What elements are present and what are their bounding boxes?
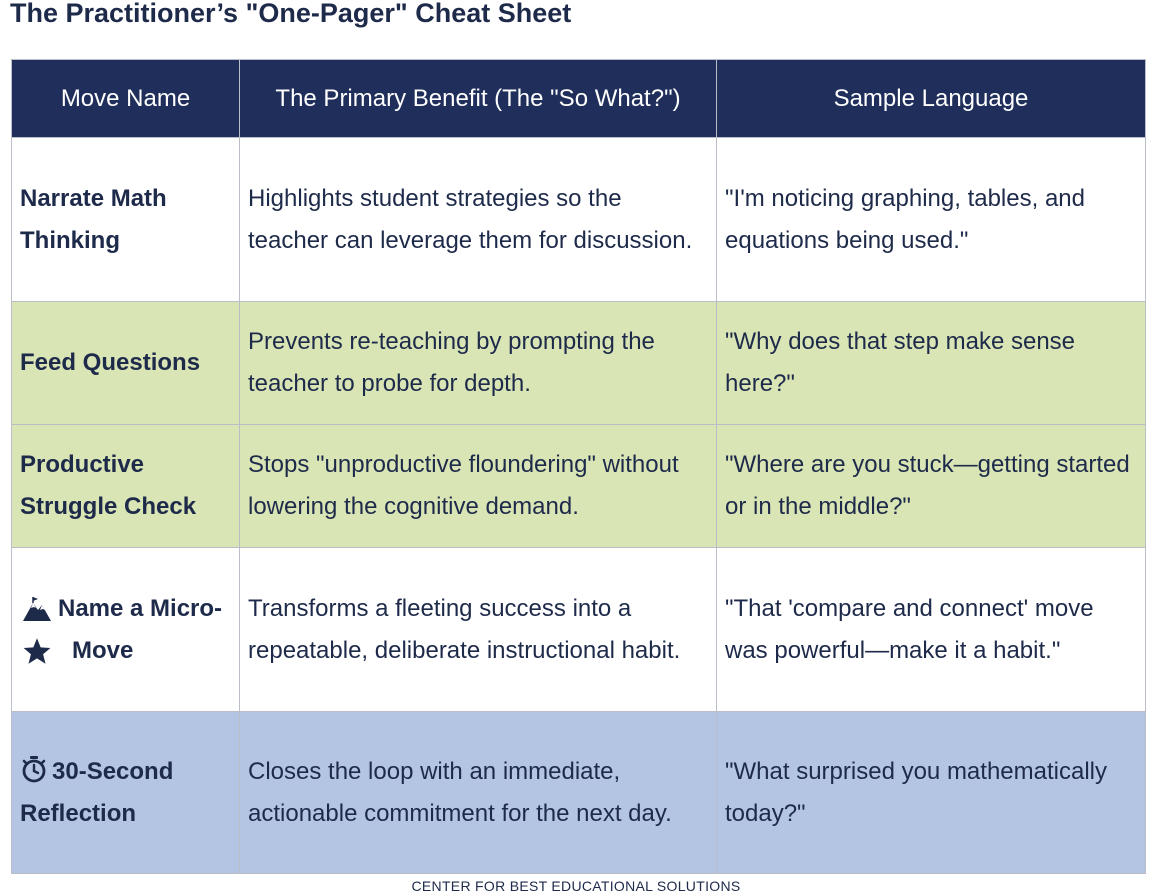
mountain-icon	[22, 588, 52, 630]
move-name-line1: Narrate Math	[20, 184, 167, 212]
sample-language-cell: "What surprised you mathematically today?"	[717, 712, 1146, 874]
benefit-cell: Closes the loop with an immediate, actionable commitment for the next day.	[240, 712, 717, 874]
sample-language-cell: "That 'compare and connect' move was powerful—make it a habit."	[717, 548, 1146, 712]
table-row	[12, 712, 1146, 874]
move-name-line2: Thinking	[20, 226, 120, 254]
move-name	[58, 588, 222, 672]
footer-organization: CENTER FOR BEST EDUCATIONAL SOLUTIONS	[411, 878, 741, 894]
move-name	[20, 751, 231, 835]
column-header-move-name: Move Name	[12, 60, 240, 138]
table-row	[12, 425, 1146, 548]
benefit-cell: Stops "unproductive floundering" without lowering the cognitive demand.	[240, 425, 717, 548]
sample-language-cell: "Where are you stuck—getting started or in the middle?"	[717, 425, 1146, 548]
page-title: The Practitioner’s "One-Pager" Cheat Sheet	[10, 0, 572, 28]
move-name-cell	[12, 302, 240, 425]
table-header-row	[12, 60, 1146, 138]
move-name-line1: 30-Second	[52, 757, 174, 785]
move-name-line1: Productive	[20, 451, 145, 478]
table-row	[12, 138, 1146, 302]
star-icon	[22, 630, 52, 672]
move-name	[20, 178, 231, 262]
table-row	[12, 548, 1146, 712]
move-name-cell	[12, 138, 240, 302]
column-header-sample-language: Sample Language	[717, 60, 1146, 138]
column-header-primary-benefit: The Primary Benefit (The "So What?")	[240, 60, 717, 138]
move-name-cell	[12, 548, 240, 712]
cheat-sheet-table	[11, 59, 1146, 874]
sample-language-cell: "I'm noticing graphing, tables, and equations being used."	[717, 138, 1146, 302]
benefit-cell: Highlights student strategies so the teacher can leverage them for discussion.	[240, 138, 717, 302]
move-name-line2: Reflection	[20, 799, 137, 827]
table-row	[12, 302, 1146, 425]
move-name-cell	[12, 425, 240, 548]
move-name-line2: Struggle Check	[20, 493, 197, 520]
move-name-line1: Feed Questions	[20, 349, 201, 376]
benefit-cell: Prevents re-teaching by prompting the teacher to probe for depth.	[240, 302, 717, 425]
move-name-line2: Move	[72, 636, 134, 664]
sample-language-cell: "Why does that step make sense here?"	[717, 302, 1146, 425]
move-name-cell	[12, 712, 240, 874]
benefit-cell: Transforms a fleeting success into a repeatable, deliberate instructional habit.	[240, 548, 717, 712]
stopwatch-icon	[20, 755, 48, 783]
move-name-line1: Name a Micro-	[58, 594, 223, 622]
